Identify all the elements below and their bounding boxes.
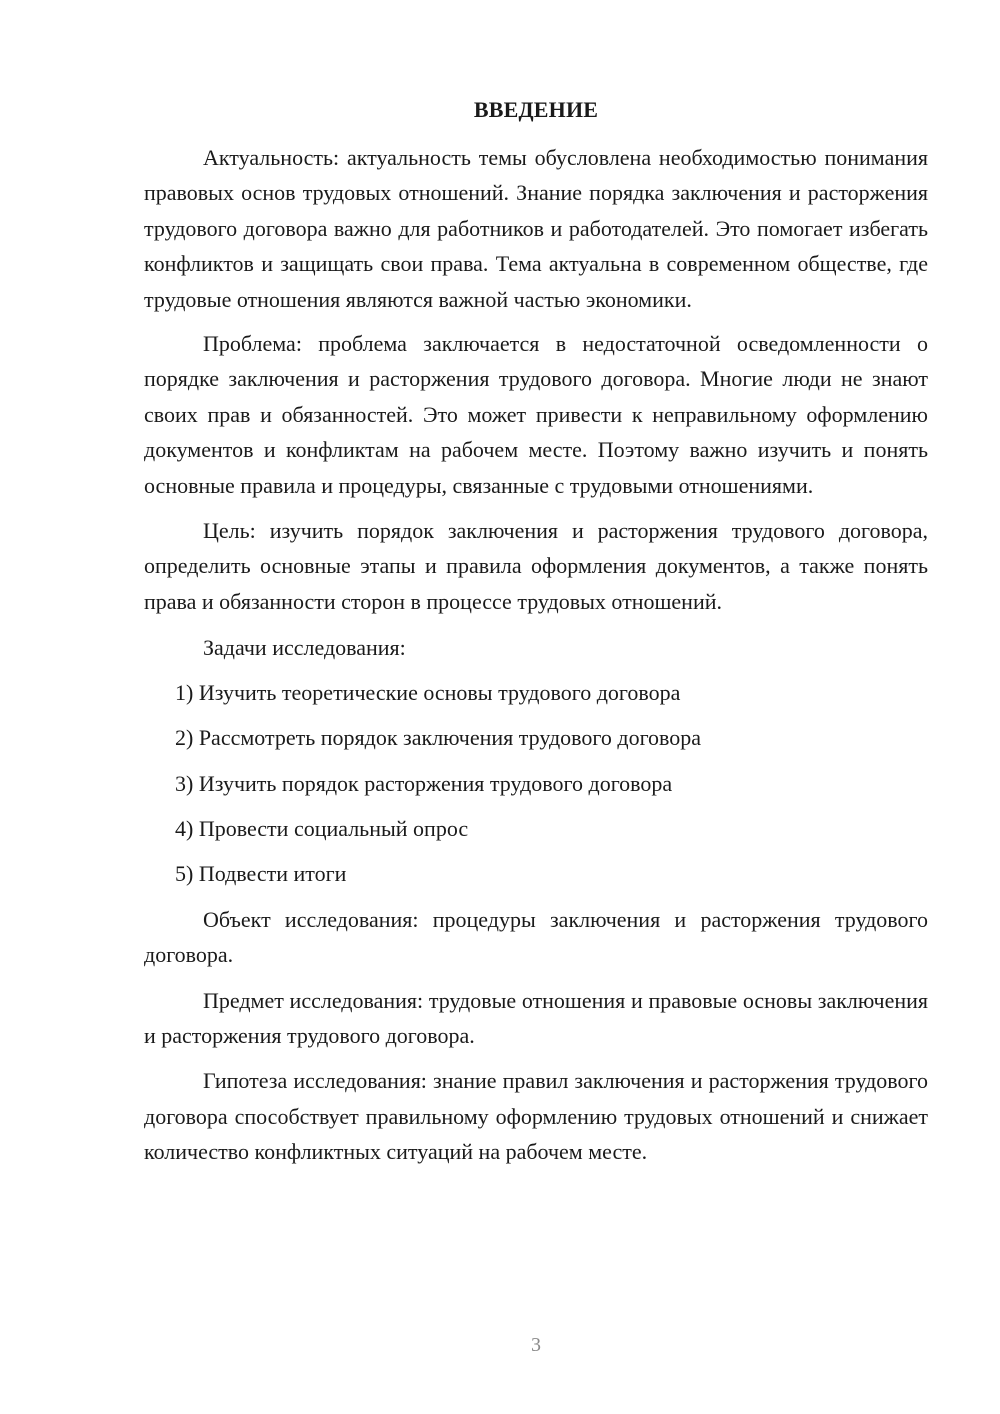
list-item: 1) Изучить теоретические основы трудового договора xyxy=(175,679,681,705)
subject-paragraph: Предмет исследования: трудовые отношения и правовые основы заключения и расторжения трудового договора. xyxy=(144,987,928,1048)
tasks-heading: Задачи исследования: xyxy=(203,635,406,661)
hypothesis-paragraph: Гипотеза исследования: знание правил заключения и расторжения трудового договора способствует правильному оформлению трудовых отношений и снижает количество конфликтных ситуаций на рабочем месте. xyxy=(144,1068,928,1165)
document-page xyxy=(144,94,928,1170)
tasks-list xyxy=(144,675,928,892)
list-item: 3) Изучить порядок расторжения трудового договора xyxy=(175,770,673,796)
problem-paragraph: Проблема: проблема заключается в недостаточной осведомленности о порядке заключения и расторжения трудового договора. Многие люди не знают своих прав и обязанностей. Это может привести к неправильному оформлению документов и конфликтам на рабочем месте. Поэтому важно изучить и понять основные правила и процедуры, связанные с трудовыми отношениями. xyxy=(144,331,928,498)
relevance-paragraph: Актуальность: актуальность темы обусловлена необходимостью понимания правовых основ трудовых отношений. Знание порядка заключения и расторжения трудового договора важно для работников и работодателей. Это помогает избегать конфликтов и защищать свои права. Тема актуальна в современном обществе, где трудовые отношения являются важной частью экономики. xyxy=(144,145,928,312)
section-title: ВВЕДЕНИЕ xyxy=(473,97,599,122)
page-number: 3 xyxy=(531,1334,541,1356)
goal-paragraph: Цель: изучить порядок заключения и расторжения трудового договора, определить основные этапы и правила оформления документов, а также понять права и обязанности сторон в процессе трудовых отношений. xyxy=(144,518,928,614)
list-item: 2) Рассмотреть порядок заключения трудового договора xyxy=(175,725,702,751)
list-item: 5) Подвести итоги xyxy=(175,861,347,887)
object-paragraph: Объект исследования: процедуры заключения и расторжения трудового договора. xyxy=(144,906,928,968)
list-item: 4) Провести социальный опрос xyxy=(175,815,469,841)
